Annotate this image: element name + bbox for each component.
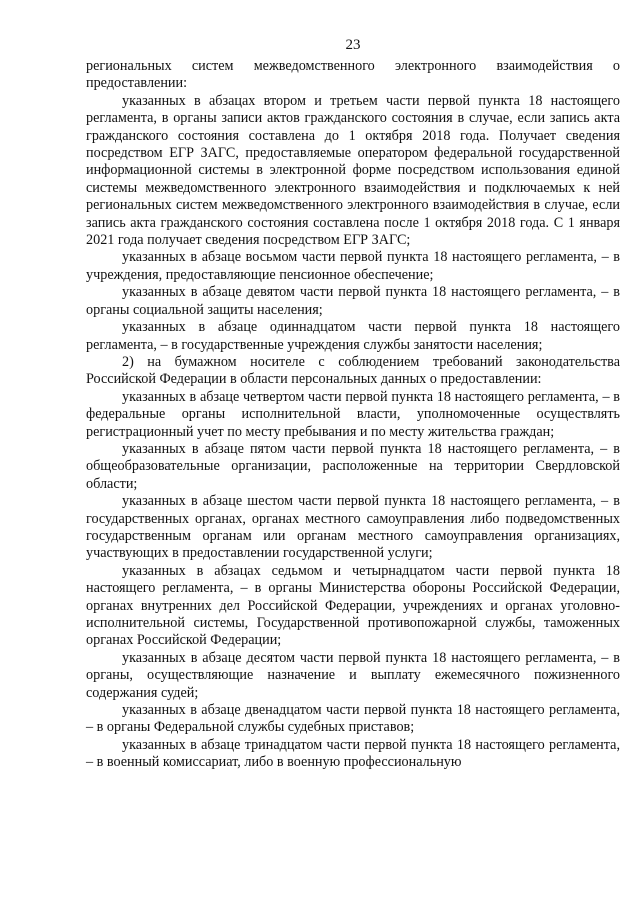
paragraph: указанных в абзаце пятом части первой пункта 18 настоящего регламента, – в общеобразовательные организации, расположенные на территории Свердловской области; bbox=[86, 440, 620, 492]
paragraph: указанных в абзацах втором и третьем части первой пункта 18 настоящего регламента, в органы записи актов гражданского состояния в случае, если запись акта гражданского состояния составлена до 1 октября 2018 года. Получает сведения посредством ЕГР ЗАГС, предоставляемые оператором федеральной государственной информационной системы в электронной форме посредством использования единой системы межведомственного электронного взаимодействия и подключаемых к ней региональных систем межведомственного электронного взаимодействия в случае, если запись акта гражданского состояния составлена после 1 октября 2018 года. С 1 января 2021 года получает сведения посредством ЕГР ЗАГС; bbox=[86, 92, 620, 249]
paragraph: указанных в абзаце одиннадцатом части первой пункта 18 настоящего регламента, – в государственные учреждения службы занятости населения; bbox=[86, 319, 620, 353]
paragraph: региональных систем межведомственного электронного взаимодействия о предоставлении: bbox=[86, 58, 620, 92]
paragraph: указанных в абзаце восьмом части первой пункта 18 настоящего регламента, – в учреждения, предоставляющие пенсионное обеспечение; bbox=[86, 249, 620, 283]
paragraph: указанных в абзаце шестом части первой пункта 18 настоящего регламента, – в государственных органах, органах местного самоуправления либо подведомственных государственным органам или органам местного самоуправления организациях, участвующих в предоставлении государственной услуги; bbox=[86, 493, 620, 562]
paragraph: указанных в абзаце десятом части первой пункта 18 настоящего регламента, – в органы, осуществляющие назначение и выплату ежемесячного пожизненного содержания судей; bbox=[86, 649, 620, 701]
paragraph: 2) на бумажном носителе с соблюдением требований законодательства Российской Федерации в области персональных данных о предоставлении: bbox=[86, 353, 620, 388]
paragraph: указанных в абзаце четвертом части первой пункта 18 настоящего регламента, – в федеральные органы исполнительной власти, уполномоченные осуществлять регистрационный учет по месту пребывания и по месту жительства граждан; bbox=[86, 388, 620, 440]
page-number: 23 bbox=[345, 37, 361, 53]
paragraph: указанных в абзаце двенадцатом части первой пункта 18 настоящего регламента, – в органы Федеральной службы судебных приставов; bbox=[86, 702, 620, 736]
paragraph: указанных в абзацах седьмом и четырнадцатом части первой пункта 18 настоящего регламента, – в органы Министерства обороны Российской Федерации, органах внутренних дел Российской Федерации, учреждениях и органах уголовно-исполнительной системы, Государственной противопожарной службы, таможенных органах Российской Федерации; bbox=[86, 562, 620, 649]
paragraph: указанных в абзаце девятом части первой пункта 18 настоящего регламента, – в органы социальной защиты населения; bbox=[86, 284, 620, 318]
document-body bbox=[86, 58, 620, 772]
paragraph: указанных в абзаце тринадцатом части первой пункта 18 настоящего регламента, – в военный комиссариат, либо в военную профессиональную bbox=[86, 736, 620, 771]
